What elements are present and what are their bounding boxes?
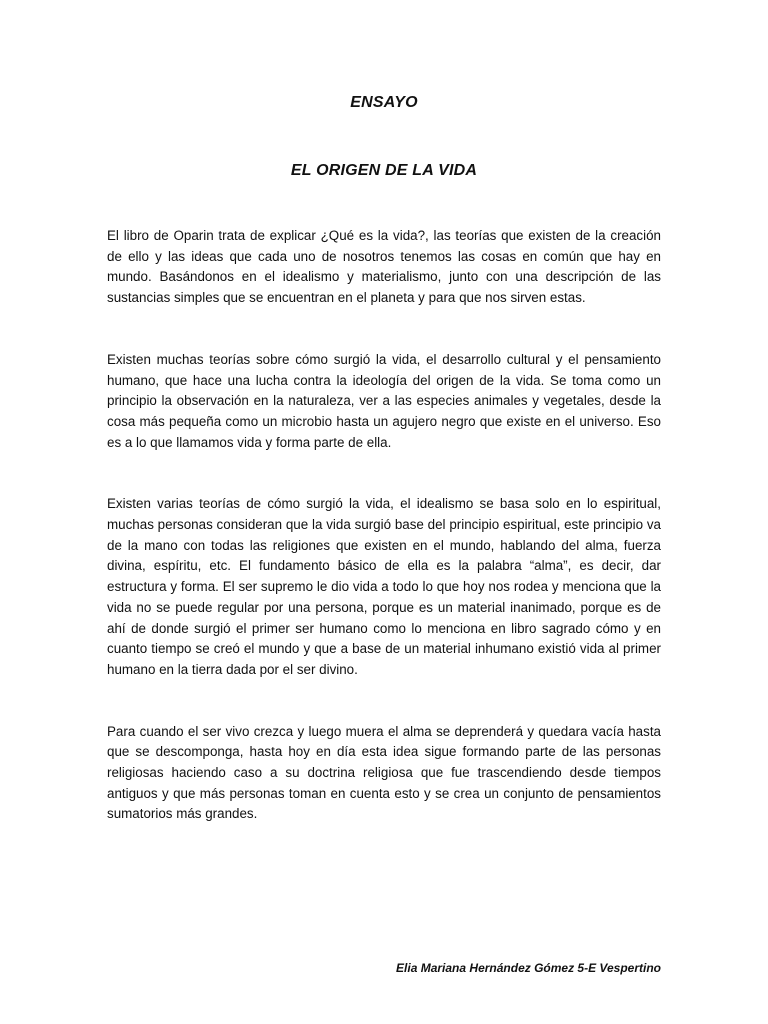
paragraph-1: El libro de Oparin trata de explicar ¿Qué es la vida?, las teorías que existen de la creación de ello y las ideas que cada uno de nosotros tenemos las cosas en común que hay en mundo. Basándonos en el idealismo y materialismo, junto con una descripción de las sustancias simples que se encuentran en el planeta y para que nos sirven estas. <box>107 228 661 306</box>
author-signature: Elia Mariana Hernández Gómez 5-E Vespertino <box>396 961 661 975</box>
paragraph-3: Existen varias teorías de cómo surgió la vida, el idealismo se basa solo en lo espiritual, muchas personas consideran que la vida surgió base del principio espiritual, este principio va de la mano con todas las religiones que existen en el mundo, hablando del alma, fuerza divina, espíritu, etc. El fundamento básico de ella es la palabra “alma”, es decir, dar estructura y forma. El ser supremo le dio vida a todo lo que hoy nos rodea y menciona que la vida no se puede regular por una persona, porque es un material inanimado, porque es de ahí de donde surgió el primer ser humano como lo menciona en libro sagrado cómo y en cuanto tiempo se creó el mundo y que a base de un material inhumano existió vida al primer humano en la tierra dada por el ser divino. <box>107 496 661 677</box>
paragraph-4: Para cuando el ser vivo crezca y luego muera el alma se deprenderá y quedara vacía hasta que se descomponga, hasta hoy en día esta idea sigue formando parte de las personas religiosas haciendo caso a su doctrina religiosa que fue trascendiendo desde tiempos antiguos y que más personas toman en cuenta esto y se crea un conjunto de pensamientos sumatorios más grandes. <box>107 723 661 822</box>
essay-label: ENSAYO <box>350 94 418 111</box>
paragraph-2: Existen muchas teorías sobre cómo surgió la vida, el desarrollo cultural y el pensamiento humano, que hace una lucha contra la ideología del origen de la vida. Se toma como un principio la observación en la naturaleza, ver a las especies animales y vegetales, desde la cosa más pequeña como un microbio hasta un agujero negro que existe en el universo. Eso es a lo que llamamos vida y forma parte de ella. <box>107 351 661 450</box>
essay-body <box>107 226 661 825</box>
page-title: EL ORIGEN DE LA VIDA <box>290 162 478 179</box>
